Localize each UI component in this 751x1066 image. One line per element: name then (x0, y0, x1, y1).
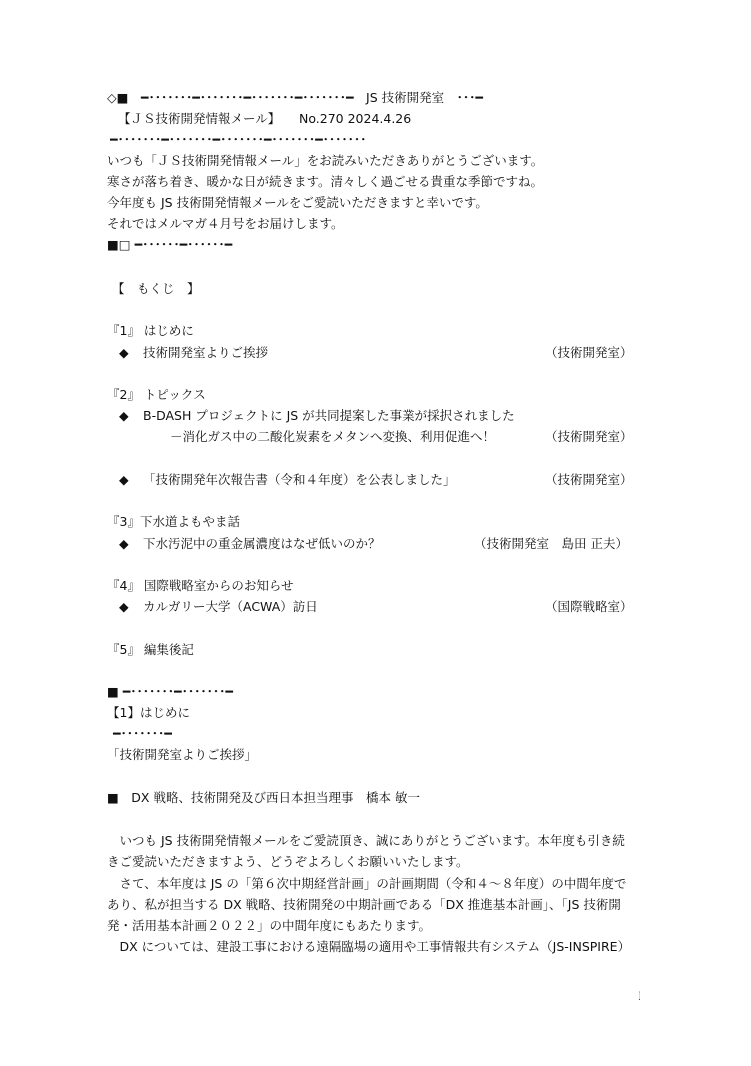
section-heading: 【1】はじめに (107, 705, 190, 720)
toc-section-heading: 『2』 トピックス (107, 387, 206, 402)
section-divider: ■ ━･･･････━･･･････━ (107, 684, 233, 699)
author-line: ■ DX 戦略、技術開発及び西日本担当理事 橋本 敏一 (107, 790, 420, 805)
toc-item-subtitle: －消化ガス中の二酸化炭素をメタンへ変換、利用促進へ！ (170, 429, 496, 444)
toc-section-heading: 『5』 編集後記 (107, 642, 194, 657)
diamond-bullet-icon: ◆ (119, 472, 129, 487)
toc-item-label: 「技術開発年次報告書（令和４年度）を公表しました」 (143, 472, 456, 487)
body-line: いつも JS 技術開発情報メールをご愛読頂き、誠にありがとうございます。本年度も引き続 (107, 833, 625, 848)
toc-title: 【 もくじ 】 (112, 281, 200, 296)
intro-line: 今年度も JS 技術開発情報メールをご愛読いただきますと幸いです。 (107, 195, 488, 210)
toc-item-label: 技術開発室よりご挨拶 (143, 345, 269, 360)
body-line: さて、本年度は JS の「第６次中期経営計画」の計画期間（令和４～８年度）の中間年度で (107, 876, 627, 891)
diamond-bullet-icon: ◆ (119, 345, 129, 360)
toc-item-source: （技術開発室） (545, 472, 633, 487)
section-subtitle: 「技術開発室よりご挨拶」 (107, 747, 258, 762)
toc-item[interactable] (119, 472, 456, 488)
toc-section-heading: 『3』下水道よもやま話 (107, 514, 240, 529)
toc-item-source: （技術開発室） (545, 345, 633, 360)
toc-item-source: （技術開発室 島田 正夫） (474, 536, 628, 551)
diamond-bullet-icon: ◆ (119, 536, 129, 551)
toc-item[interactable] (119, 345, 268, 361)
header-divider-line: ◇■ ━･･･････━･･･････━･･･････━･･･････━ JS 技術開発室 ･･･━ (107, 90, 483, 105)
header-divider-line: ━･･･････━･･･････━･･･････━･･･････━･･･････ (110, 132, 367, 147)
toc-item[interactable] (119, 536, 381, 552)
section-divider: ■□ ━･･････━･･････━ (107, 237, 233, 252)
toc-item-source: （国際戦略室） (545, 599, 633, 614)
newsletter-title: 【ＪＳ技術開発情報メール】 No.270 2024.4.26 (118, 111, 412, 126)
toc-item-label: 下水汚泥中の重金属濃度はなぜ低いのか？ (143, 536, 381, 551)
diamond-bullet-icon: ◆ (119, 408, 129, 423)
toc-item-label: カルガリー大学（ACWA）訪日 (143, 599, 318, 614)
intro-line: いつも「ＪＳ技術開発情報メール」をお読みいただきありがとうございます。 (107, 153, 544, 168)
toc-section-heading: 『1』 はじめに (107, 323, 194, 338)
page-number: 1 (639, 989, 640, 1003)
body-line: きご愛読いただきますよう、どうぞよろしくお願いいたします。 (107, 854, 469, 869)
toc-item[interactable] (119, 599, 318, 615)
diamond-bullet-icon: ◆ (119, 599, 129, 614)
toc-item-label: B-DASH プロジェクトに JS が共同提案した事業が採択されました (143, 408, 515, 423)
body-line: DX については、建設工事における遠隔臨場の適用や工事情報共有システム（JS-INSPIRE） (107, 939, 631, 954)
section-divider: ━･･･････━ (113, 726, 172, 741)
toc-item-source: （技術開発室） (545, 429, 633, 444)
body-line: 発・活用基本計画２０２２」の中間年度にもあたります。 (107, 918, 432, 933)
toc-section-heading: 『4』 国際戦略室からのお知らせ (107, 578, 294, 593)
body-line: あり、私が担当する DX 戦略、技術開発の中期計画である「DX 推進基本計画」、「JS 技術開 (107, 897, 621, 912)
toc-item[interactable] (119, 408, 515, 424)
intro-line: それではメルマガ４月号をお届けします。 (107, 216, 344, 231)
intro-line: 寒さが落ち着き、暖かな日が続きます。清々しく過ごせる貴重な季節ですね。 (107, 174, 544, 189)
